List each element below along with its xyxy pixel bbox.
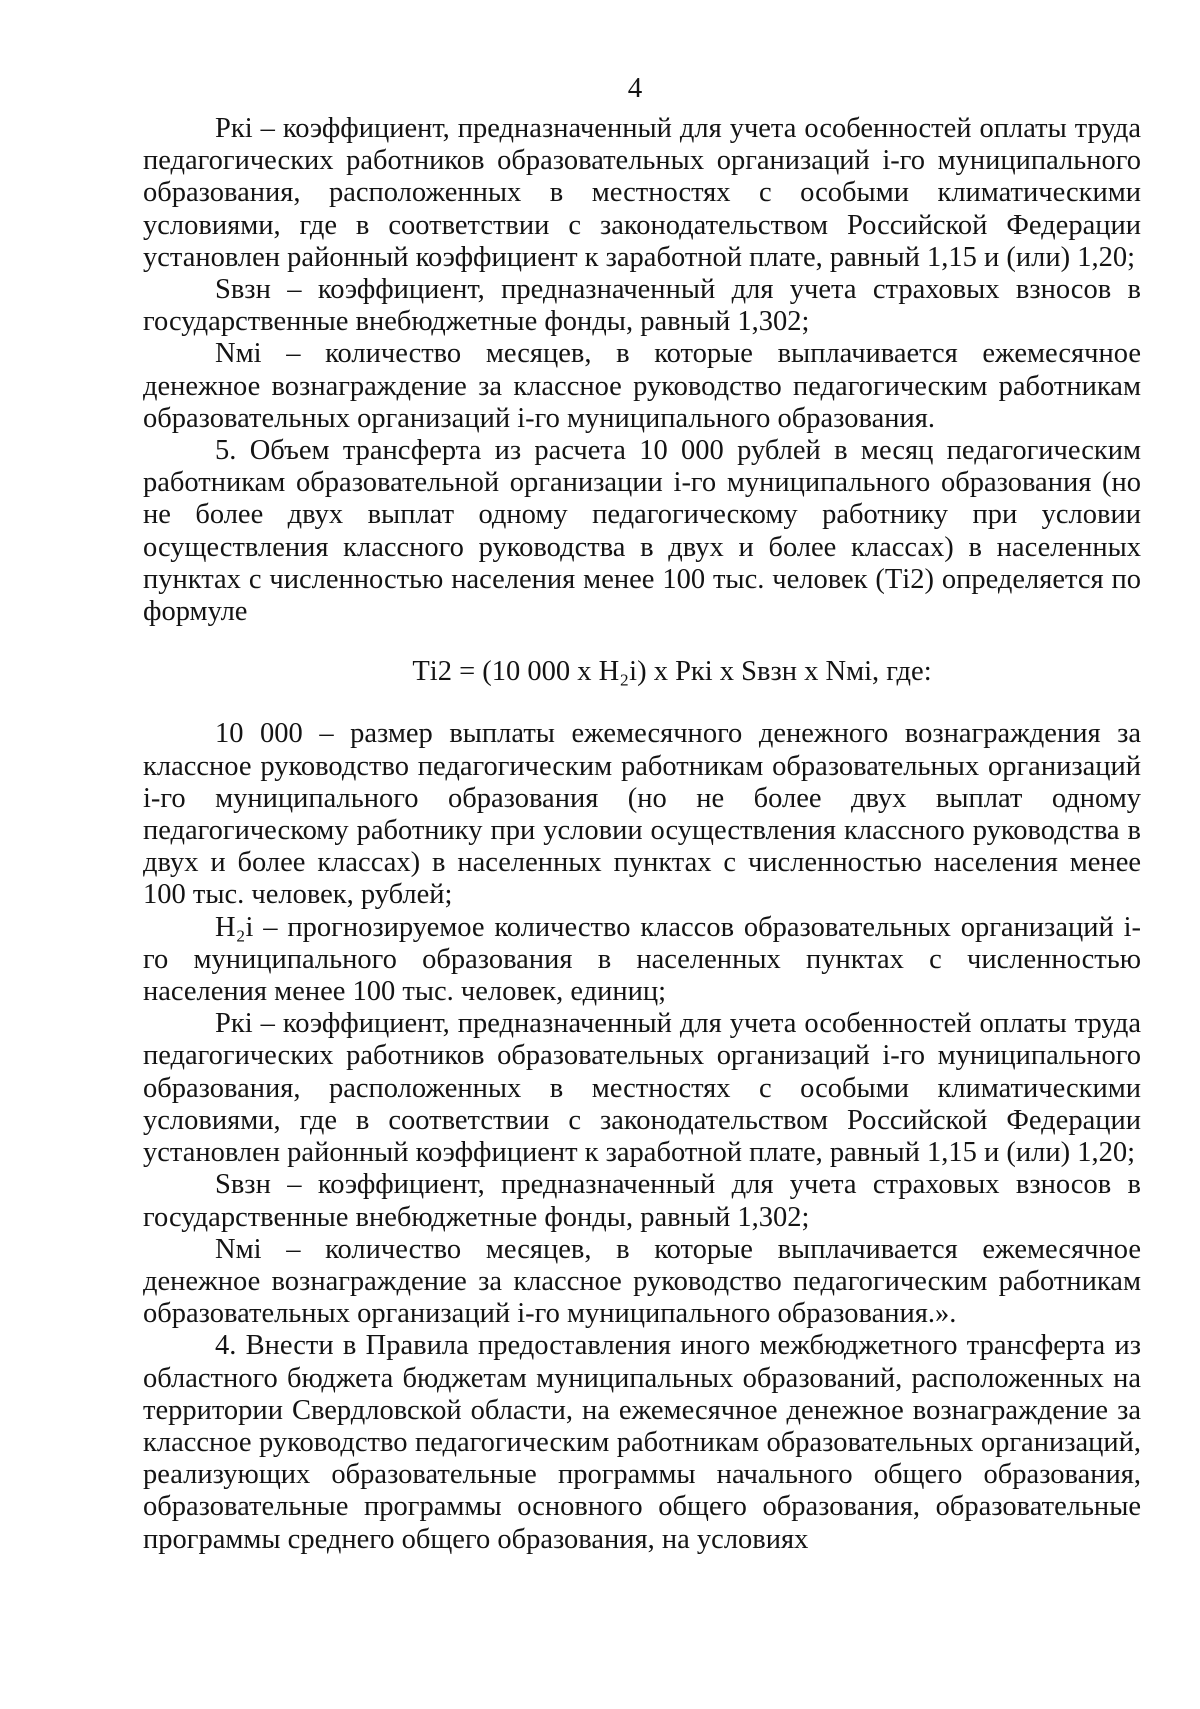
- paragraph-svzn-definition: Sвзн – коэффициент, предназначенный для учета страховых взносов в государственные внебюджетные фонды, равный 1,302;: [143, 274, 1141, 338]
- paragraph-10000-definition: 10 000 – размер выплаты ежемесячного денежного вознаграждения за классное руководство педагогическим работникам образовательных организаций і-го муниципального образования (но не более двух выплат одному педагогическому работнику при условии осуществления классного руководства в двух и более классах) в населенных пунктах с численностью населения менее 100 тыс. человек, рублей;: [143, 718, 1141, 911]
- paragraph-rki-definition: Ркі – коэффициент, предназначенный для учета особенностей оплаты труда педагогических работников образовательных организаций і-го муниципального образования, расположенных в местностях с особыми климатическими условиями, где в соответствии с законодательством Российской Федерации установлен районный коэффициент к заработной плате, равный 1,15 и (или) 1,20;: [143, 113, 1141, 273]
- paragraph-rki-definition-2: Ркі – коэффициент, предназначенный для учета особенностей оплаты труда педагогических работников образовательных организаций і-го муниципального образования, расположенных в местностях с особыми климатическими условиями, где в соответствии с законодательством Российской Федерации установлен районный коэффициент к заработной плате, равный 1,15 и (или) 1,20;: [143, 1008, 1141, 1169]
- paragraph-h2i-definition: Н₂і – прогнозируемое количество классов образовательных организаций і-го муниципального образования в населенных пунктах с численностью населения менее 100 тыс. человек, единиц;: [143, 911, 1141, 1008]
- paragraph-item-4: 4. Внести в Правила предоставления иного межбюджетного трансферта из областного бюджета бюджетам муниципальных образований, расположенных на территории Свердловской области, на ежемесячное денежное вознаграждение за классное руководство педагогическим работникам образовательных организаций, реализующих образовательные программы начального общего образования, образовательные программы основного общего образования, образовательные программы среднего общего образования, на условиях: [143, 1330, 1141, 1555]
- paragraph-svzn-definition-2: Sвзн – коэффициент, предназначенный для учета страховых взносов в государственные внебюджетные фонды, равный 1,302;: [143, 1169, 1141, 1233]
- paragraph-nmi-definition: Nмі – количество месяцев, в которые выплачивается ежемесячное денежное вознаграждение за классное руководство педагогическим работникам образовательных организаций і-го муниципального образования.: [143, 338, 1141, 434]
- paragraph-nmi-definition-2: Nмі – количество месяцев, в которые выплачивается ежемесячное денежное вознаграждение за классное руководство педагогическим работникам образовательных организаций і-го муниципального образования.».: [143, 1233, 1141, 1330]
- document-body: [143, 113, 1141, 1556]
- paragraph-item-5: 5. Объем трансферта из расчета 10 000 рублей в месяц педагогическим работникам образовательной организации і-го муниципального образования (но не более двух выплат одному педагогическому работнику при условии осуществления классного руководства в двух и более классах) в населенных пунктах с численностью населения менее 100 тыс. человек (Ті2) определяется по формуле: [143, 435, 1141, 628]
- page-number: 4: [627, 72, 643, 104]
- formula-ti2: Ті2 = (10 000 x Н₂і) x Ркі x Sвзн x Nмі, где:: [412, 656, 932, 688]
